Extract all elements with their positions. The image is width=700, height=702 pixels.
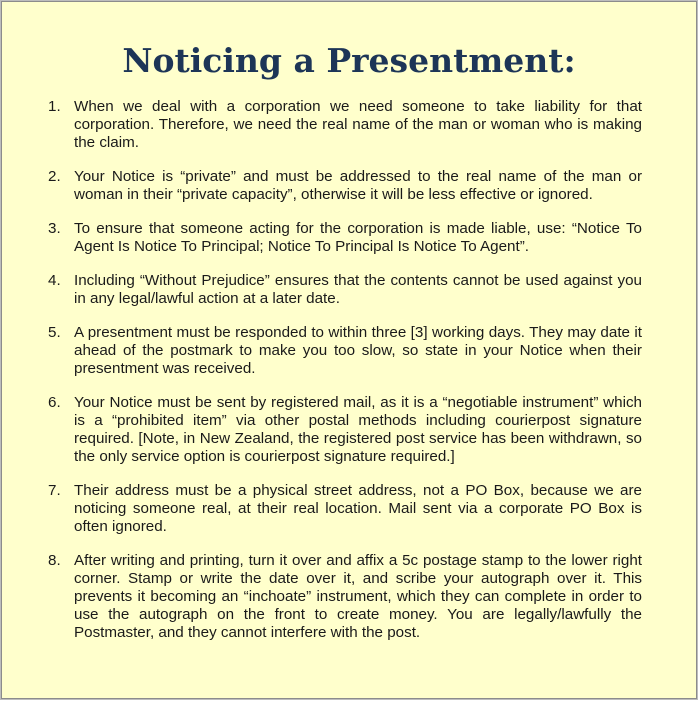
list-item-number: 1. [48,98,61,115]
list-item-number: 5. [48,324,61,341]
list-item [48,552,642,642]
list-item-text: To ensure that someone acting for the corporation is made liable, use: “Notice To Agent Is Notice To Principal; Notice To Principal Is Notice To Agent”. [74,220,642,255]
list-item [48,324,642,378]
list-item [48,272,642,308]
list-item [48,220,642,256]
list-item-number: 7. [48,482,61,499]
list-item-text: Including “Without Prejudice” ensures that the contents cannot be used against you in any legal/lawful action at a later date. [74,272,642,307]
list-item-text: A presentment must be responded to within three [3] working days. They may date it ahead of the postmark to make you too slow, so state in your Notice when their presentment was received. [74,324,642,377]
presentment-list [48,98,642,658]
list-item-number: 3. [48,220,61,237]
list-item-text: Their address must be a physical street address, not a PO Box, because we are noticing someone real, at their real location. Mail sent via a corporate PO Box is often ignored. [74,482,642,535]
list-item-number: 2. [48,168,61,185]
list-item-number: 8. [48,552,61,569]
list-item-text: After writing and printing, turn it over and affix a 5c postage stamp to the lower right corner. Stamp or write the date over it, and scribe your autograph over it. This prevents it becoming an “inchoate” instrument, which they can complete in order to use the autograph on the front to create money. You are legally/lawfully the Postmaster, and they cannot interfere with the post. [74,552,642,641]
list-item [48,394,642,466]
page-title: Noticing a Presentment: [122,41,576,80]
list-item-text: Your Notice must be sent by registered mail, as it is a “negotiable instrument” which is a “prohibited item” via other postal methods including courierpost signature required. [Note, in New Zealand, the registered post service has been withdrawn, so the only service option is courierpost signature required.] [74,394,642,465]
notice-card [1,1,697,699]
list-item [48,168,642,204]
list-item-text: When we deal with a corporation we need someone to take liability for that corporation. Therefore, we need the real name of the man or woman who is making the claim. [74,98,642,151]
list-item [48,482,642,536]
list-item [48,98,642,152]
list-item-number: 4. [48,272,61,289]
list-item-text: Your Notice is “private” and must be addressed to the real name of the man or woman in their “private capacity”, otherwise it will be less effective or ignored. [74,168,642,203]
list-item-number: 6. [48,394,61,411]
